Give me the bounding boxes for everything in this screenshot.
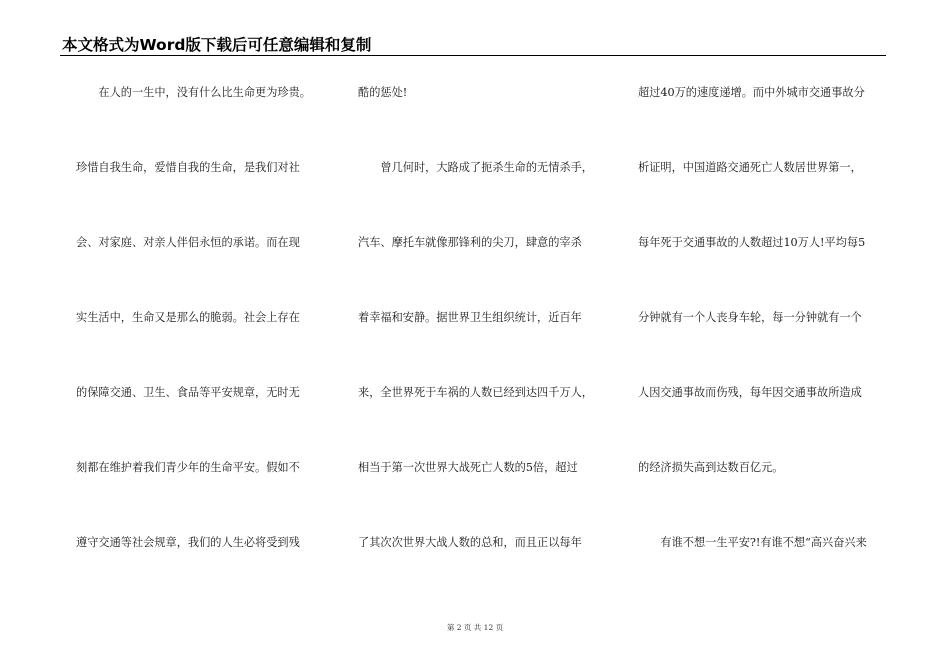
- text-line: 刻都在维护着我们青少年的生命平安。假如不: [76, 461, 300, 474]
- text-line: 酷的惩处!: [358, 86, 408, 99]
- text-line: 人因交通事故而伤残，每年因交通事故所造成: [638, 386, 862, 399]
- text-line: 了其次次世界大战人数的总和，而且正以每年: [358, 536, 582, 549]
- text-line: 着幸福和安静。据世界卫生组织统计，近百年: [358, 311, 582, 324]
- text-line: 汽车、摩托车就像那锋利的尖刀，肆意的宰杀: [358, 236, 582, 249]
- text-line: 遵守交通等社会规章，我们的人生必将受到残: [76, 536, 300, 549]
- text-line: 会、对家庭、对亲人伴侣永恒的承诺。而在现: [76, 236, 300, 249]
- page-number-footer: 第 2 页 共 12 页: [446, 623, 504, 632]
- text-line: 的经济损失高到达数百亿元。: [638, 461, 784, 474]
- text-line: 析证明，中国道路交通死亡人数居世界第一，: [638, 161, 862, 174]
- header-divider: [60, 55, 886, 56]
- text-line: 相当于第一次世界大战死亡人数的5倍，超过: [358, 461, 578, 474]
- text-line: 的保障交通、卫生、食品等平安规章，无时无: [76, 386, 300, 399]
- document-header-title: 本文格式为Word版下载后可任意编辑和复制: [62, 36, 372, 54]
- text-line: 分钟就有一个人丧身车轮，每一分钟就有一个: [638, 311, 862, 324]
- text-line: 珍惜自我生命，爱惜自我的生命，是我们对社: [76, 161, 300, 174]
- text-line: 有谁不想一生平安?!有谁不想“高兴奋兴来: [638, 536, 867, 549]
- text-line: 在人的一生中，没有什么比生命更为珍贵。: [76, 86, 311, 99]
- text-line: 实生活中，生命又是那么的脆弱。社会上存在: [76, 311, 300, 324]
- text-line: 超过40万的速度递增。而中外城市交通事故分: [638, 86, 865, 99]
- text-line: 曾几何时，大路成了扼杀生命的无情杀手，: [358, 161, 593, 174]
- text-line: 每年死于交通事故的人数超过10万人!平均每5: [638, 236, 866, 249]
- text-line: 来，全世界死于车祸的人数已经到达四千万人，: [358, 386, 593, 399]
